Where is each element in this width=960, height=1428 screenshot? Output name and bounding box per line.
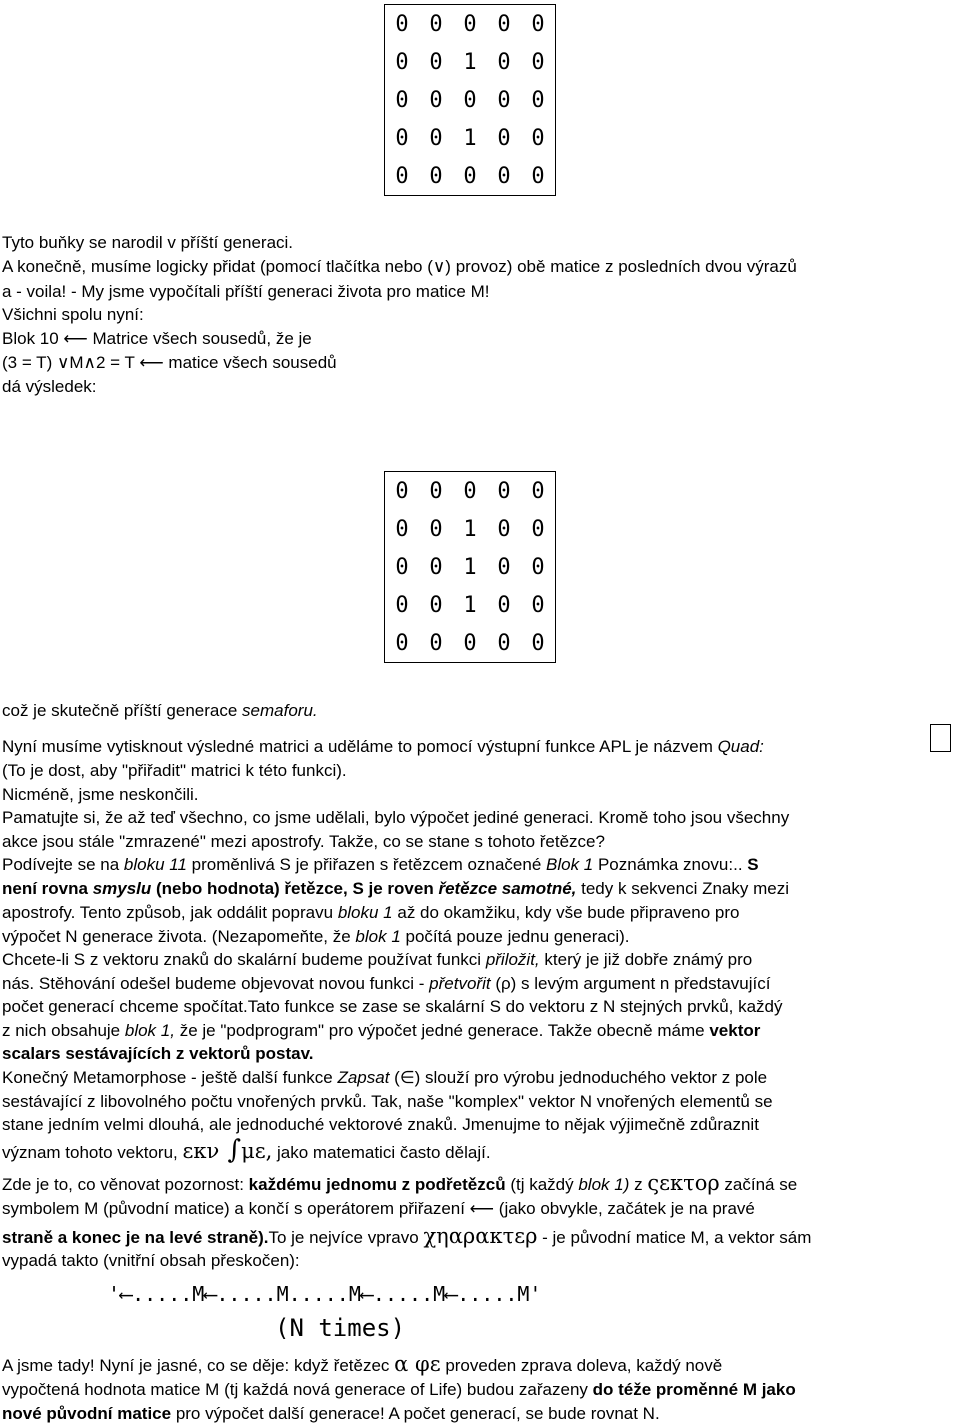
paragraph-line	[2, 1404, 660, 1424]
text-bold: S	[747, 855, 759, 874]
cell: 1	[463, 516, 477, 542]
paragraph-line: a - voila! - My jsme vypočítali příští generaci života pro matice M!	[2, 282, 490, 301]
cell: 0	[463, 87, 477, 113]
quad-symbol-icon	[930, 724, 951, 752]
paragraph-line: Blok 10 ⟵ Matrice všech sousedů, že je	[2, 329, 312, 348]
paragraph-line	[2, 1021, 760, 1041]
cell: 0	[463, 163, 477, 189]
text: Zde je to, co věnovat pozornost:	[2, 1175, 249, 1194]
text: nás. Stěhování odešel budeme objevovat novou funkci -	[2, 974, 430, 993]
cell: 0	[531, 87, 545, 113]
text: pro výpočet další generace! A počet generací, se bude rovnat N.	[171, 1404, 660, 1423]
paragraph-line	[2, 950, 752, 970]
paragraph-line	[2, 1354, 722, 1376]
cell: 0	[497, 516, 511, 542]
text-bold: každému jednomu z podřetězců	[248, 1175, 506, 1194]
paragraph-line: význam tohoto vektoru, εκν ∫με, jako matematici často dělají.	[2, 1135, 491, 1165]
text: (tj každý	[505, 1175, 579, 1194]
text: z	[629, 1175, 648, 1194]
cell: 1	[463, 125, 477, 151]
cell: 1	[463, 49, 477, 75]
text: tedy k sekvenci Znaky mezi	[576, 879, 789, 898]
cell: 0	[429, 87, 443, 113]
cell: 0	[497, 49, 511, 75]
text-italic: semaforu.	[242, 701, 318, 720]
text: Chcete-li S z vektoru znaků do skalární budeme používat funkci	[2, 950, 486, 969]
text: - je původní matice M, a vektor sám	[537, 1228, 812, 1247]
cell: 0	[395, 592, 409, 618]
text: proveden zprava doleva, každý nově	[440, 1356, 723, 1375]
text: výpočet N generace života. (Nezapomeňte, že	[2, 927, 356, 946]
cell: 0	[395, 125, 409, 151]
cell: 0	[395, 163, 409, 189]
cell: 0	[395, 11, 409, 37]
text-bold: není rovna	[2, 879, 93, 898]
cell: 1	[463, 592, 477, 618]
paragraph-line: akce jsou stále "zmrazené" mezi apostrofy. Takže, co se stane s tohoto řetězce?	[2, 832, 605, 851]
paragraph-line: sestávající z libovolného počtu vnořených prvků. Tak, naše "komplex" vektor N vnořených elementů se	[2, 1092, 773, 1111]
text: význam tohoto vektoru,	[2, 1143, 183, 1162]
cell: 0	[531, 125, 545, 151]
text-bold: (nebo hodnota) řetězce, S je roven	[151, 879, 439, 898]
text-bold-italic: řetězce samotné,	[438, 879, 577, 898]
text-italic: Blok 1	[546, 855, 594, 874]
text: že je "podprogram" pro výpočet jedné generace. Takže obecně máme	[174, 1021, 710, 1040]
text: Poznámka znovu:..	[593, 855, 748, 874]
vector-string: '⟵.....M⟵.....M.....M⟵.....M⟵.....M'	[108, 1282, 542, 1306]
text: (ρ) s levým argument n představující	[490, 974, 771, 993]
paragraph-line	[2, 1173, 797, 1195]
cell: 0	[395, 478, 409, 504]
text-bold: straně a konec je na levé straně).	[2, 1228, 269, 1247]
cell: 0	[497, 163, 511, 189]
text-italic: blok 1	[355, 927, 401, 946]
paragraph-line	[2, 855, 759, 875]
paragraph-line	[2, 701, 318, 721]
paragraph-line: (3 = T) ∨M∧2 = T ⟵ matice všech sousedů	[2, 353, 337, 372]
cell: 0	[531, 630, 545, 656]
cell: 0	[531, 554, 545, 580]
cell: 0	[429, 630, 443, 656]
paragraph-line: Nicméně, jsme neskončili.	[2, 785, 199, 804]
paragraph-line	[2, 879, 789, 899]
cell: 0	[429, 163, 443, 189]
paragraph-line	[2, 1380, 796, 1400]
cell: 0	[531, 592, 545, 618]
paragraph-line: vypadá takto (vnitřní obsah přeskočen):	[2, 1251, 300, 1270]
paragraph-line: (To je dost, aby "přiřadit" matrici k této funkci).	[2, 761, 347, 780]
text: To je nejvíce vpravo	[268, 1228, 424, 1247]
text: což je skutečně příští generace	[2, 701, 243, 720]
text: vypočtená hodnota matice M (tj každá nová generace of Life) budou zařazeny	[2, 1380, 593, 1399]
matrix-grid-2	[384, 471, 556, 663]
text-bold-italic: smyslu	[92, 879, 152, 898]
vector-figure	[100, 1280, 542, 1348]
paragraph-line: A konečně, musíme logicky přidat (pomocí tlačítka nebo (∨) provoz) obě matice z posledních dvou výrazů	[2, 257, 797, 276]
cell: 0	[463, 478, 477, 504]
cell: 0	[429, 478, 443, 504]
paragraph-line: Tyto buňky se narodil v příští generaci.	[2, 233, 294, 252]
text: z nich obsahuje	[2, 1021, 125, 1040]
cell: 0	[497, 630, 511, 656]
cell: 0	[497, 11, 511, 37]
greek-symbol: εκν	[182, 1139, 220, 1163]
cell: 0	[531, 516, 545, 542]
cell: 0	[531, 478, 545, 504]
text-italic: bloku 11	[123, 855, 187, 874]
text-bold: nové původní matice	[2, 1404, 172, 1423]
cell: 0	[429, 11, 443, 37]
text: proměnlivá S je přiřazen s řetězcem označené	[186, 855, 546, 874]
text: Podívejte se na	[2, 855, 124, 874]
cell: 0	[395, 554, 409, 580]
text-italic: blok 1,	[124, 1021, 175, 1040]
cell: 0	[395, 516, 409, 542]
cell: 0	[497, 592, 511, 618]
paragraph-line: dá výsledek:	[2, 377, 97, 396]
cell: 0	[463, 11, 477, 37]
text: začíná se	[719, 1175, 798, 1194]
text: který je již dobře známý pro	[539, 950, 753, 969]
paragraph-line	[2, 903, 739, 923]
paragraph-line	[2, 974, 770, 994]
text-italic: Zapsat	[337, 1068, 390, 1087]
vector-caption: (N times)	[275, 1314, 406, 1342]
text-italic: přiložit,	[485, 950, 540, 969]
text-italic: přetvořit	[429, 974, 491, 993]
paragraph-line: stane jedním velmi dlouhá, ale jednoduché vektorové znaků. Jmenujme to nějak výjimečně zdůraznit	[2, 1115, 759, 1134]
greek-symbol: ςεκτορ	[647, 1171, 720, 1195]
text-bold: scalars sestávajících z vektorů postav.	[2, 1044, 314, 1063]
cell: 0	[395, 49, 409, 75]
text: Nyní musíme vytisknout výsledné matrici a uděláme to pomocí výstupní funkce APL je názvem	[2, 737, 718, 756]
cell: 0	[395, 630, 409, 656]
cell: 1	[463, 554, 477, 580]
text-italic: bloku 1	[337, 903, 393, 922]
cell: 0	[429, 516, 443, 542]
paragraph-line: počet generací chceme spočítat.Tato funkce se zase se skalární S do vektoru z N stejných prvků, každý	[2, 997, 783, 1016]
text: apostrofy. Tento způsob, jak oddálit popravu	[2, 903, 338, 922]
cell: 0	[531, 11, 545, 37]
text-bold: do téže proměnné M jako	[592, 1380, 796, 1399]
cell: 0	[429, 125, 443, 151]
cell: 0	[531, 163, 545, 189]
paragraph-line: Pamatujte si, že až teď všechno, co jsme udělali, bylo výpočet jediné generaci. Kromě toho jsou všechny	[2, 808, 790, 827]
cell: 0	[429, 49, 443, 75]
text: (∈) slouží pro výrobu jednoduchého vektor z pole	[389, 1068, 768, 1087]
text: Konečný Metamorphose - ještě další funkce	[2, 1068, 338, 1087]
cell: 0	[429, 554, 443, 580]
matrix-grid-1	[384, 4, 556, 196]
paragraph-line: symbolem M (původní matice) a končí s operátorem přiřazení ⟵ (jako obvykle, začátek je na pravé	[2, 1199, 755, 1218]
text: počítá pouze jednu generaci).	[400, 927, 630, 946]
text-italic: blok 1)	[578, 1175, 630, 1194]
text-italic: Quad:	[717, 737, 764, 756]
paragraph-line	[2, 737, 764, 757]
text: až do okamžiku, kdy vše bude připraveno pro	[392, 903, 740, 922]
cell: 0	[497, 125, 511, 151]
paragraph-line	[2, 1044, 314, 1064]
cell: 0	[497, 554, 511, 580]
greek-symbol: α φε	[394, 1352, 441, 1376]
text: A jsme tady! Nyní je jasné, co se děje: když řetězec	[2, 1356, 395, 1375]
paragraph-line	[2, 1226, 811, 1248]
cell: 0	[497, 87, 511, 113]
paragraph-line: Všichni spolu nyní:	[2, 305, 144, 324]
cell: 0	[429, 592, 443, 618]
cell: 0	[497, 478, 511, 504]
cell: 0	[531, 49, 545, 75]
text: jako matematici často dělají.	[272, 1143, 491, 1162]
greek-symbol: χηαρακτερ	[423, 1224, 538, 1248]
paragraph-line	[2, 1068, 767, 1088]
greek-symbol: με,	[241, 1139, 273, 1163]
paragraph-line	[2, 927, 630, 947]
cell: 0	[395, 87, 409, 113]
cell: 0	[463, 630, 477, 656]
text-bold: vektor	[709, 1021, 761, 1040]
